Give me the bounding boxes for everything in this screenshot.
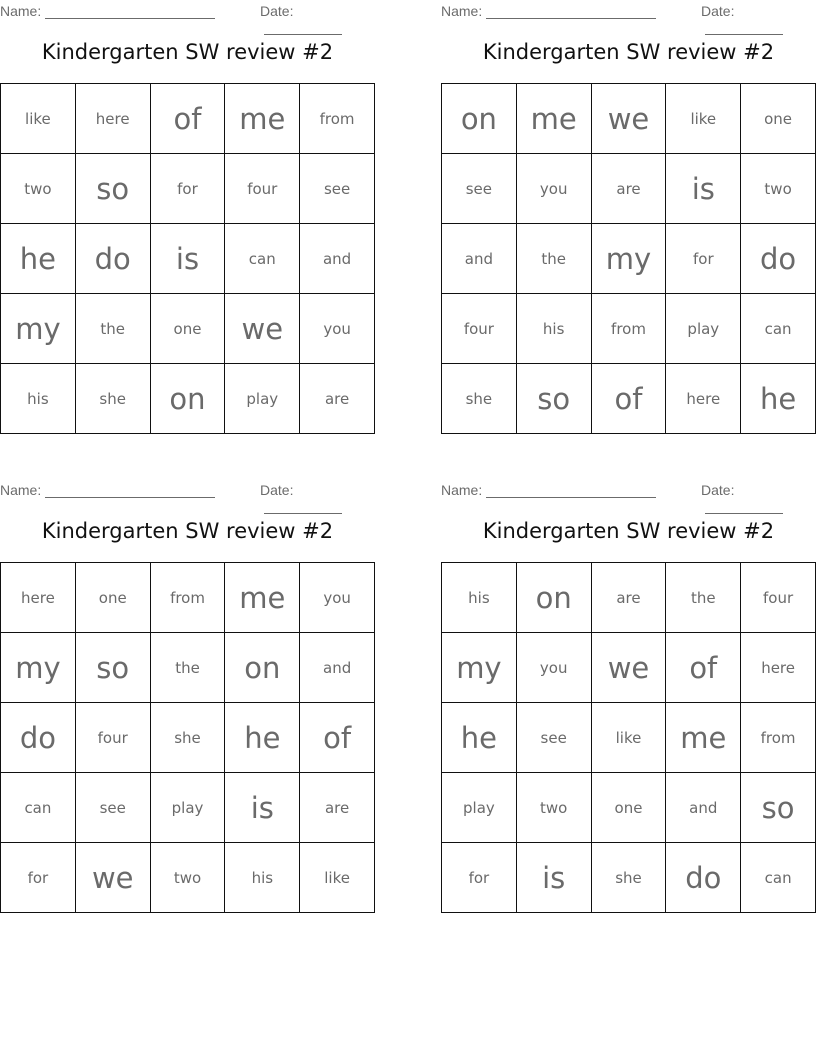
grid-row (442, 773, 816, 843)
word-cell[interactable]: four (741, 563, 816, 633)
word-cell[interactable]: one (75, 563, 150, 633)
word-cell[interactable]: my (1, 294, 76, 364)
word-cell[interactable]: four (442, 294, 517, 364)
word-cell[interactable]: are (300, 364, 375, 434)
word-cell[interactable]: do (666, 843, 741, 913)
bingo-card-1 (0, 0, 375, 416)
word-grid (0, 83, 375, 434)
grid-row (442, 154, 816, 224)
grid-row (1, 154, 375, 224)
name-label: Name: (0, 3, 42, 19)
name-blank-line[interactable] (45, 483, 215, 498)
name-blank-line[interactable] (486, 483, 656, 498)
word-cell[interactable]: like (1, 84, 76, 154)
date-field[interactable] (260, 3, 375, 35)
word-cell[interactable]: so (75, 154, 150, 224)
card-title: Kindergarten SW review #2 (41, 40, 334, 64)
name-field[interactable] (441, 3, 656, 19)
word-cell[interactable]: play (150, 773, 225, 843)
word-cell[interactable]: you (516, 154, 591, 224)
word-cell[interactable]: my (1, 633, 76, 703)
word-cell[interactable]: do (75, 224, 150, 294)
date-label: Date: (260, 482, 294, 498)
word-cell[interactable]: two (150, 843, 225, 913)
word-cell[interactable]: my (442, 633, 517, 703)
word-cell[interactable]: play (442, 773, 517, 843)
word-cell[interactable]: play (666, 294, 741, 364)
word-cell[interactable]: on (516, 563, 591, 633)
name-blank-line[interactable] (45, 4, 215, 19)
word-cell[interactable]: one (741, 84, 816, 154)
grid-row (1, 843, 375, 913)
name-field[interactable] (0, 3, 215, 19)
word-cell[interactable]: my (591, 224, 666, 294)
word-cell[interactable]: is (516, 843, 591, 913)
word-cell[interactable]: two (516, 773, 591, 843)
bingo-card-3 (0, 479, 375, 895)
word-cell[interactable]: here (666, 364, 741, 434)
date-field[interactable] (701, 482, 816, 514)
word-cell[interactable]: you (300, 563, 375, 633)
word-cell[interactable]: for (666, 224, 741, 294)
card-header (441, 0, 816, 22)
card-title: Kindergarten SW review #2 (482, 40, 775, 64)
word-cell[interactable]: from (300, 84, 375, 154)
word-cell[interactable]: play (225, 364, 300, 434)
word-cell[interactable]: he (225, 703, 300, 773)
grid-row (442, 84, 816, 154)
word-cell[interactable]: for (442, 843, 517, 913)
date-blank-line[interactable] (264, 499, 342, 514)
word-cell[interactable]: two (741, 154, 816, 224)
word-cell[interactable]: she (150, 703, 225, 773)
word-cell[interactable]: are (591, 154, 666, 224)
word-cell[interactable]: we (591, 84, 666, 154)
word-cell[interactable]: two (1, 154, 76, 224)
word-cell[interactable]: see (75, 773, 150, 843)
card-title: Kindergarten SW review #2 (482, 519, 775, 543)
word-cell[interactable]: here (1, 563, 76, 633)
grid-row (1, 294, 375, 364)
bingo-card-4 (441, 479, 816, 895)
word-cell[interactable]: on (442, 84, 517, 154)
grid-row (1, 703, 375, 773)
word-cell[interactable]: can (741, 843, 816, 913)
bingo-card-2 (441, 0, 816, 416)
word-cell[interactable]: four (225, 154, 300, 224)
word-cell[interactable]: from (591, 294, 666, 364)
word-cell[interactable]: is (150, 224, 225, 294)
date-field[interactable] (701, 3, 816, 35)
word-cell[interactable]: for (150, 154, 225, 224)
word-cell[interactable]: his (516, 294, 591, 364)
grid-row (1, 364, 375, 434)
word-cell[interactable]: of (591, 364, 666, 434)
word-cell[interactable]: the (150, 633, 225, 703)
word-cell[interactable]: and (300, 633, 375, 703)
word-cell[interactable]: we (591, 633, 666, 703)
grid-row (1, 633, 375, 703)
date-blank-line[interactable] (264, 20, 342, 35)
word-grid (0, 562, 375, 913)
word-cell[interactable]: four (75, 703, 150, 773)
word-cell[interactable]: see (442, 154, 517, 224)
word-cell[interactable]: he (741, 364, 816, 434)
grid-row (442, 703, 816, 773)
word-cell[interactable]: do (1, 703, 76, 773)
name-label: Name: (0, 482, 42, 498)
word-cell[interactable]: from (741, 703, 816, 773)
word-cell[interactable]: me (666, 703, 741, 773)
word-cell[interactable]: do (741, 224, 816, 294)
word-cell[interactable]: is (225, 773, 300, 843)
word-cell[interactable]: here (741, 633, 816, 703)
word-cell[interactable]: the (516, 224, 591, 294)
word-cell[interactable]: and (300, 224, 375, 294)
date-label: Date: (701, 3, 735, 19)
name-label: Name: (441, 3, 483, 19)
date-blank-line[interactable] (705, 20, 783, 35)
word-cell[interactable]: she (75, 364, 150, 434)
word-cell[interactable]: can (741, 294, 816, 364)
grid-row (442, 843, 816, 913)
grid-row (442, 633, 816, 703)
word-cell[interactable]: one (591, 773, 666, 843)
word-cell[interactable]: of (150, 84, 225, 154)
grid-row (442, 294, 816, 364)
word-cell[interactable]: is (666, 154, 741, 224)
word-cell[interactable]: he (442, 703, 517, 773)
name-label: Name: (441, 482, 483, 498)
grid-row (1, 84, 375, 154)
word-cell[interactable]: for (1, 843, 76, 913)
name-blank-line[interactable] (486, 4, 656, 19)
word-cell[interactable]: like (591, 703, 666, 773)
date-label: Date: (701, 482, 735, 498)
date-blank-line[interactable] (705, 499, 783, 514)
word-cell[interactable]: from (150, 563, 225, 633)
word-cell[interactable]: his (442, 563, 517, 633)
word-cell[interactable]: like (666, 84, 741, 154)
word-cell[interactable]: the (75, 294, 150, 364)
name-field[interactable] (441, 482, 656, 498)
word-cell[interactable]: me (516, 84, 591, 154)
word-cell[interactable]: of (300, 703, 375, 773)
grid-row (442, 224, 816, 294)
word-cell[interactable]: can (1, 773, 76, 843)
date-field[interactable] (260, 482, 375, 514)
word-cell[interactable]: he (1, 224, 76, 294)
word-cell[interactable]: one (150, 294, 225, 364)
card-title: Kindergarten SW review #2 (41, 519, 334, 543)
word-grid (441, 83, 816, 434)
name-field[interactable] (0, 482, 215, 498)
card-header (0, 0, 375, 22)
word-cell[interactable]: are (300, 773, 375, 843)
word-cell[interactable]: see (516, 703, 591, 773)
grid-row (1, 224, 375, 294)
word-cell[interactable]: me (225, 84, 300, 154)
word-cell[interactable]: so (516, 364, 591, 434)
card-header (0, 479, 375, 501)
word-cell[interactable]: she (442, 364, 517, 434)
word-cell[interactable]: and (666, 773, 741, 843)
word-cell[interactable]: you (516, 633, 591, 703)
date-label: Date: (260, 3, 294, 19)
word-grid (441, 562, 816, 913)
word-cell[interactable]: me (225, 563, 300, 633)
word-cell[interactable]: we (75, 843, 150, 913)
word-cell[interactable]: she (591, 843, 666, 913)
card-header (441, 479, 816, 501)
word-cell[interactable]: you (300, 294, 375, 364)
grid-row (1, 563, 375, 633)
grid-row (442, 563, 816, 633)
word-cell[interactable]: and (442, 224, 517, 294)
word-cell[interactable]: we (225, 294, 300, 364)
word-cell[interactable]: can (225, 224, 300, 294)
word-cell[interactable]: his (225, 843, 300, 913)
word-cell[interactable]: are (591, 563, 666, 633)
word-cell[interactable]: on (150, 364, 225, 434)
word-cell[interactable]: of (666, 633, 741, 703)
grid-row (1, 773, 375, 843)
word-cell[interactable]: so (75, 633, 150, 703)
word-cell[interactable]: so (741, 773, 816, 843)
word-cell[interactable]: his (1, 364, 76, 434)
word-cell[interactable]: the (666, 563, 741, 633)
grid-row (442, 364, 816, 434)
word-cell[interactable]: here (75, 84, 150, 154)
word-cell[interactable]: like (300, 843, 375, 913)
word-cell[interactable]: on (225, 633, 300, 703)
word-cell[interactable]: see (300, 154, 375, 224)
